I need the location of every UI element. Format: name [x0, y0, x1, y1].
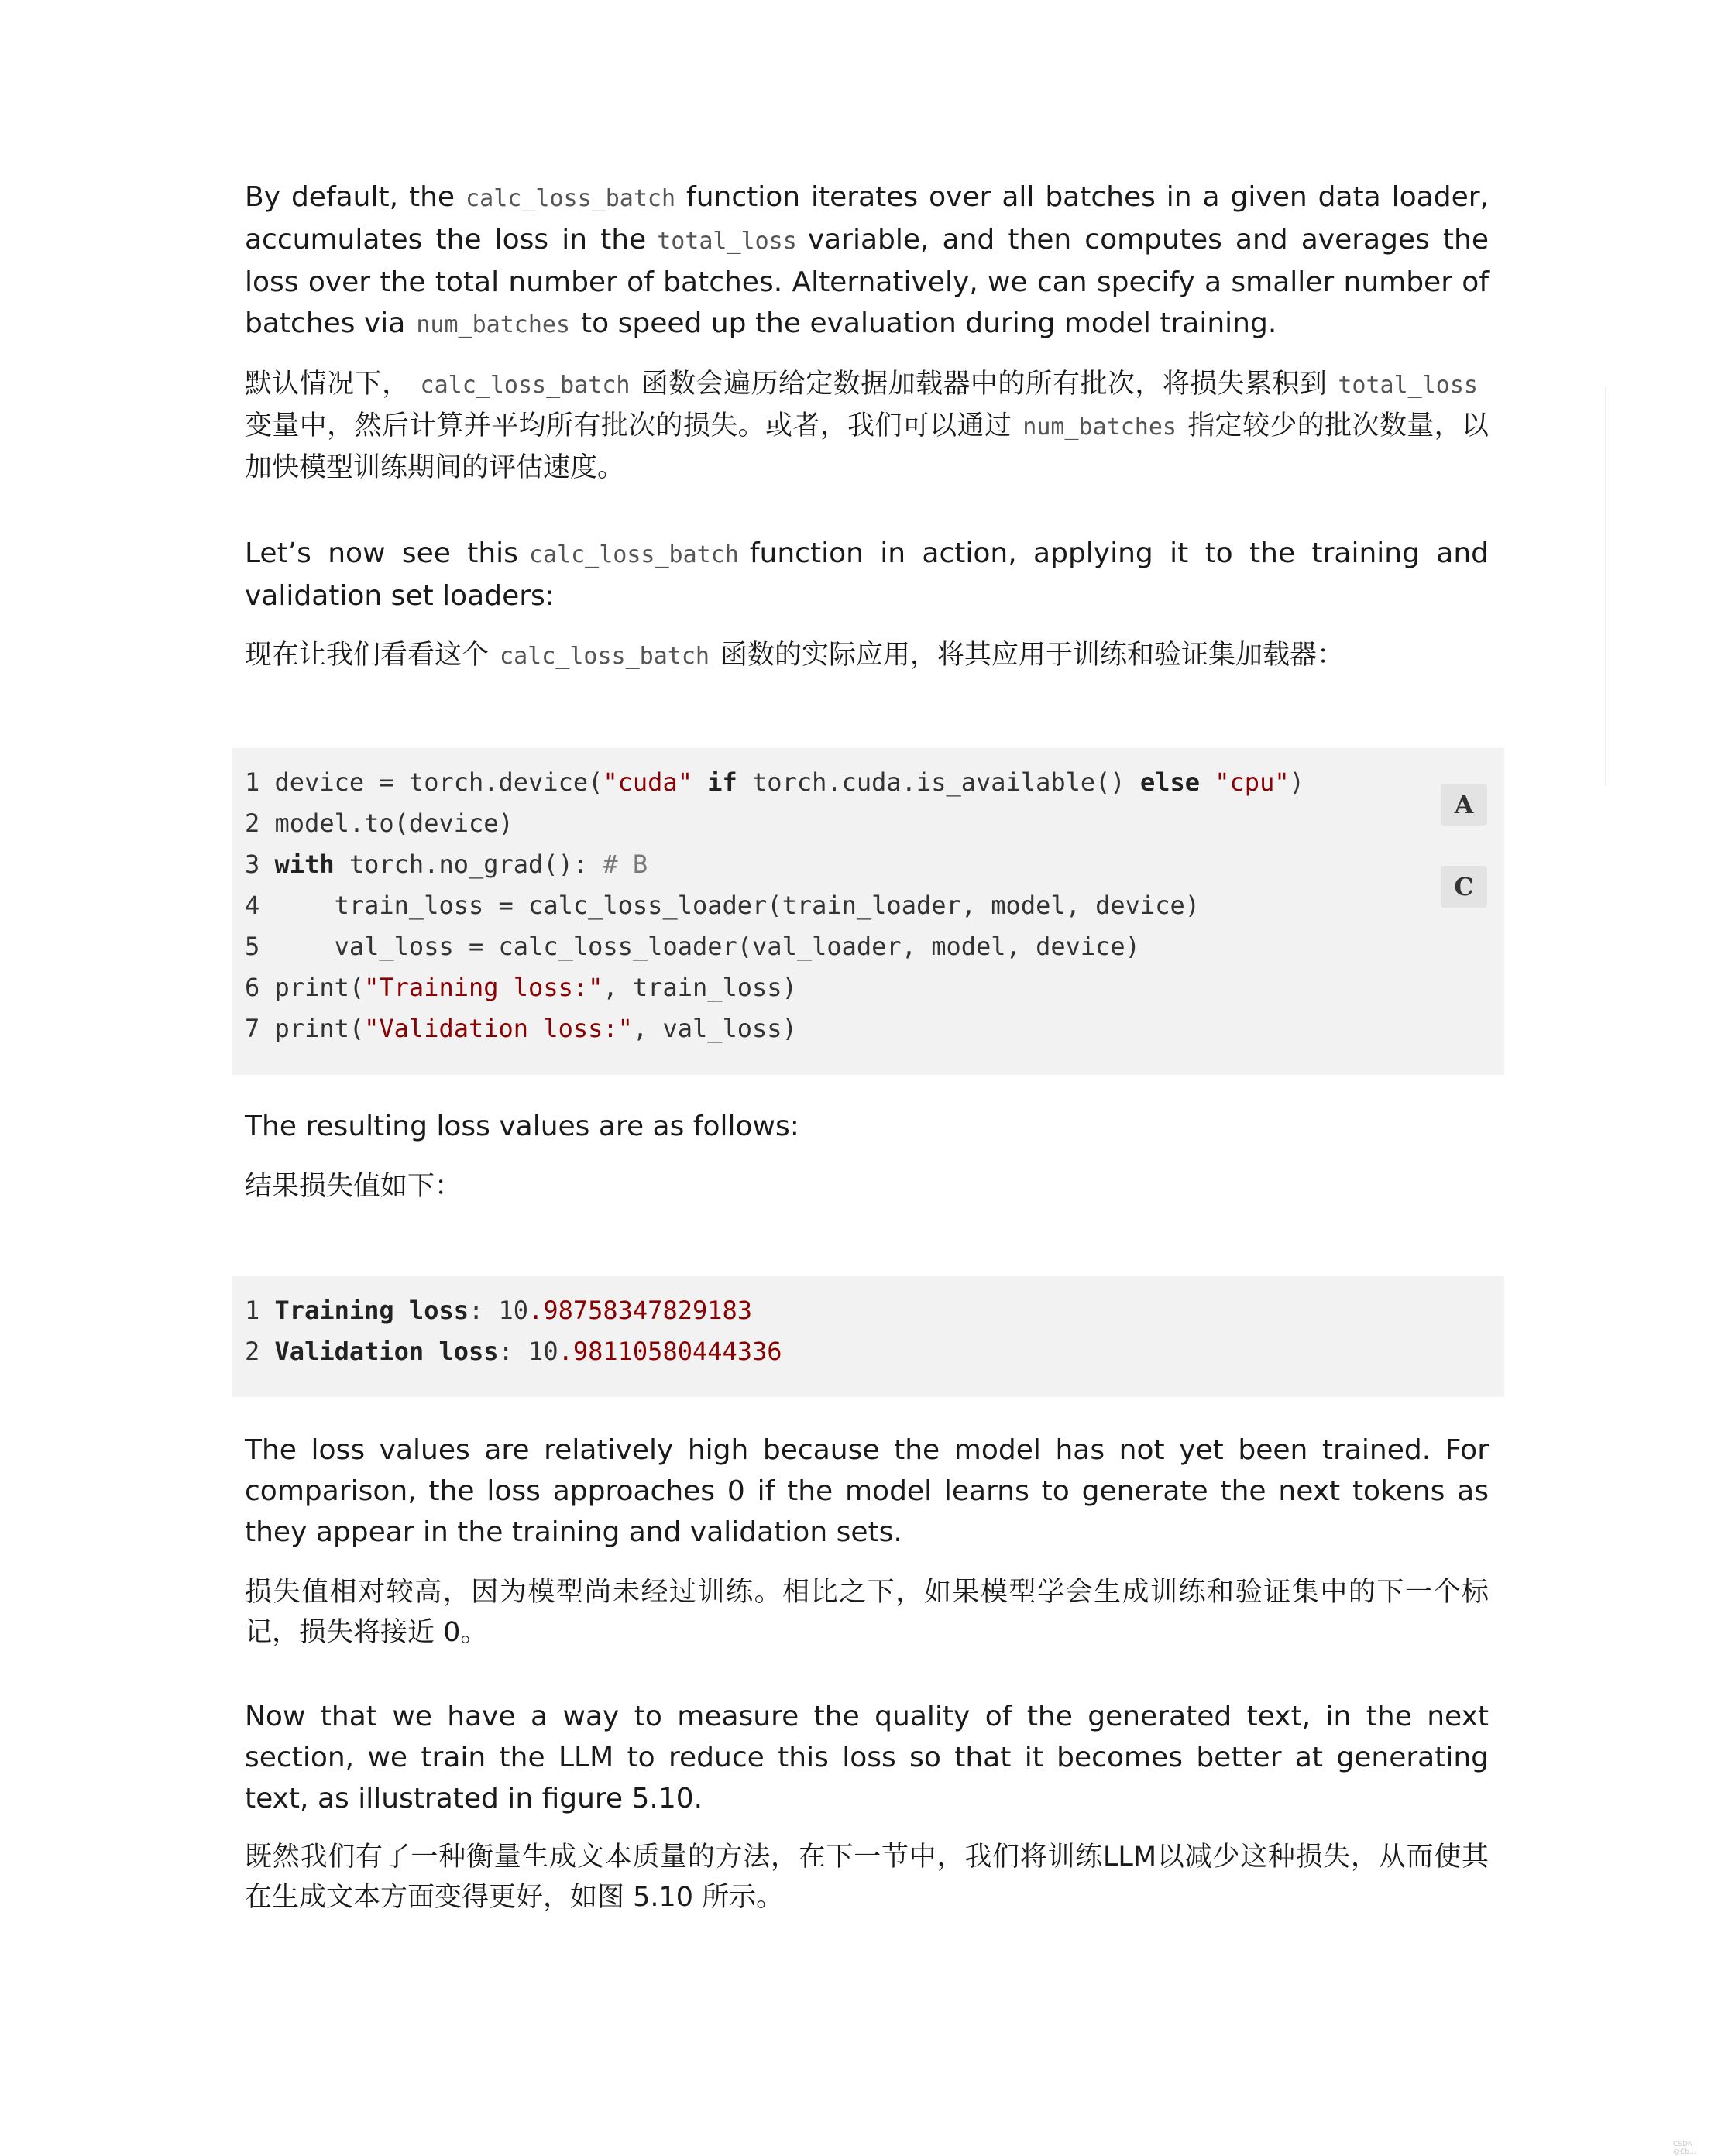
line-number: 7	[245, 1014, 260, 1043]
code-line	[245, 1008, 1504, 1049]
text-run: 函数会遍历给定数据加载器中的所有批次，将损失累积到	[641, 369, 1328, 400]
inline-code: num_batches	[416, 311, 571, 338]
code-text: torch.cuda.is_available()	[737, 767, 1140, 797]
inline-code: total_loss	[657, 228, 797, 255]
inline-code: calc_loss_batch	[500, 643, 710, 670]
code-text: )	[1289, 767, 1304, 797]
code-text: print(	[274, 1014, 365, 1043]
code-string: "Training loss:"	[364, 973, 603, 1002]
code-line	[245, 967, 1504, 1008]
code-text: : 10	[468, 1296, 529, 1325]
code-string: "cuda"	[603, 767, 692, 797]
line-number: 4	[245, 891, 260, 920]
page-edge-divider	[1605, 387, 1606, 786]
paragraph-en-3: The resulting loss values are as follows:	[245, 1111, 799, 1142]
line-number: 5	[245, 932, 260, 961]
code-comment: # B	[603, 850, 648, 879]
code-text: , val_loss)	[632, 1014, 797, 1043]
paragraph-en-1	[245, 177, 1489, 345]
text-run: By default, the	[245, 181, 455, 213]
paragraph-zh-5: 既然我们有了一种衡量生成文本质量的方法，在下一节中，我们将训练LLM以减少这种损失，从而使其在生成文本方面变得更好，如图 5.10 所示。	[245, 1842, 1489, 1913]
code-text: : 10	[498, 1337, 558, 1366]
paragraph-en-2	[245, 533, 1489, 616]
text-run: function iterates over all batches in a given data loader, accumulates the loss in the	[245, 181, 1489, 256]
code-keyword: else	[1139, 767, 1200, 797]
code-text: val_loss = calc_loss_loader(val_loader, model, device)	[274, 932, 1140, 961]
code-keyword: Training loss	[274, 1296, 469, 1325]
annotation-marker-a: A	[1441, 784, 1487, 826]
code-line	[245, 844, 1504, 885]
code-line	[245, 926, 1504, 967]
inline-code: calc_loss_batch	[528, 541, 739, 568]
text-run: 函数的实际应用，将其应用于训练和验证集加载器：	[720, 640, 1344, 671]
line-number: 1	[245, 767, 260, 797]
inline-code: total_loss	[1338, 372, 1478, 399]
inline-code: calc_loss_batch	[466, 185, 676, 212]
line-number: 2	[245, 808, 260, 838]
code-line	[245, 1290, 1504, 1331]
code-text: print(	[274, 973, 365, 1002]
code-number: .98758347829183	[528, 1296, 753, 1325]
paragraph-zh-2	[245, 635, 1489, 677]
text-run: 变量中，然后计算并平均所有批次的损失。或者，我们可以通过	[245, 410, 1012, 441]
code-string: "Validation loss:"	[364, 1014, 633, 1043]
paragraph-zh-3: 结果损失值如下：	[245, 1171, 462, 1202]
text-run: 指定较少的批次数量，以加快模型训练期间的评估速度。	[245, 410, 1489, 483]
code-text: model.to(device)	[274, 808, 514, 838]
annotation-marker-c: C	[1441, 866, 1487, 908]
code-line	[245, 762, 1504, 803]
inline-code: calc_loss_batch	[420, 372, 631, 399]
code-text: device = torch.device(	[274, 767, 603, 797]
text-run: function in action, applying it to the training and validation set loaders:	[245, 537, 1489, 612]
line-number: 3	[245, 850, 260, 879]
code-string: "cpu"	[1215, 767, 1290, 797]
code-keyword: if	[707, 767, 737, 797]
text-run: variable, and then computes and averages the loss over the total number of batches. Alternatively, we can specify a smaller number of batches via	[245, 224, 1489, 339]
code-number: .98110580444336	[558, 1337, 782, 1366]
line-number: 1	[245, 1296, 260, 1325]
code-text: train_loss = calc_loss_loader(train_loader, model, device)	[274, 891, 1200, 920]
code-line	[245, 803, 1504, 844]
line-number: 6	[245, 973, 260, 1002]
line-number: 2	[245, 1337, 260, 1366]
paragraph-zh-1	[245, 364, 1489, 488]
code-line	[245, 1331, 1504, 1372]
text-run: 现在让我们看看这个	[245, 640, 490, 671]
code-keyword: Validation loss	[274, 1337, 499, 1366]
code-block-loss-output	[232, 1276, 1504, 1397]
watermark: CSDN @Cb...	[1673, 2141, 1696, 2156]
paragraph-en-4: The loss values are relatively high because the model has not yet been trained. For comparison, the loss approaches 0 if the model learns to generate the next tokens as they appear in the training and validation sets.	[245, 1434, 1489, 1548]
paragraph-en-5: Now that we have a way to measure the quality of the generated text, in the next section, we train the LLM to reduce this loss so that it becomes better at generating text, as illustrated in figure 5.10.	[245, 1701, 1489, 1814]
inline-code: num_batches	[1022, 414, 1177, 441]
code-keyword: with	[274, 850, 335, 879]
code-line	[245, 885, 1504, 926]
code-text: torch.no_grad():	[334, 850, 603, 879]
text-run: 默认情况下，	[245, 369, 410, 400]
code-text: , train_loss)	[603, 973, 797, 1002]
text-run: Let’s now see this	[245, 537, 518, 569]
code-block-loss-eval	[232, 748, 1504, 1075]
paragraph-zh-4: 损失值相对较高，因为模型尚未经过训练。相比之下，如果模型学会生成训练和验证集中的下一个标记，损失将接近 0。	[245, 1577, 1489, 1648]
text-run: to speed up the evaluation during model training.	[581, 307, 1277, 339]
